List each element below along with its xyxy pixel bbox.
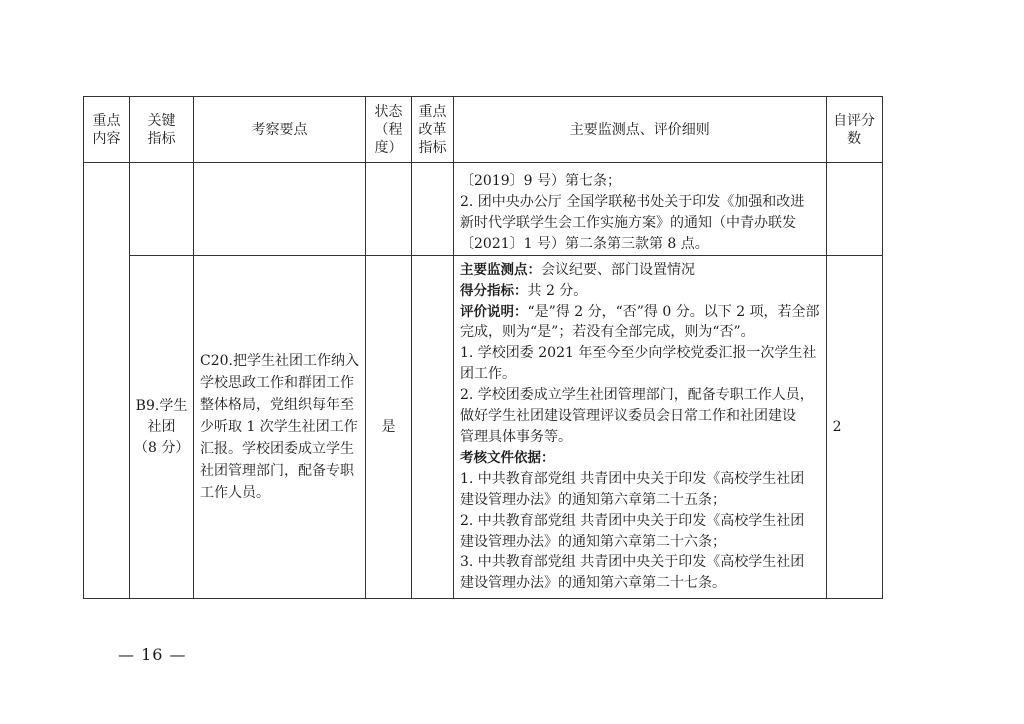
detail-line: 新时代学联学生会工作实施方案》的通知（中青办联发 [460,215,796,232]
cont-score-cell [826,163,882,256]
detail-text: 建设管理办法》的通知第六章第二十六条； [460,533,726,550]
detail-line: 〔2019〕9 号）第七条； [460,173,621,190]
detail-text: 3. 中共教育部党组 共青团中央关于印发《高校学生社团 [460,554,805,571]
detail-line [460,552,820,573]
b9-key-indicator-cell [130,256,194,599]
detail-line [460,427,820,448]
detail-text: 会议纪要、部门设置情况 [541,261,695,278]
detail-line: 2. 团中央办公厅 全国学联秘书处关于印发《加强和改进 [460,194,805,211]
detail-line [460,260,820,281]
detail-label: 得分指标： [460,282,528,299]
header-inspection-points-text: 考察要点 [251,121,308,138]
header-self-score-text: 自评分数 [833,112,876,147]
header-reform-indicator [412,97,454,163]
detail-line [460,385,820,406]
evaluation-table [83,96,883,599]
header-status-text: 状态 （程度） [374,103,403,156]
b9-row [84,256,883,599]
cont-status-cell [366,163,412,256]
detail-text: 2. 学校团委成立学生社团管理部门，配备专职工作人员， [460,387,814,404]
detail-text: 1. 中共教育部党组 共青团中央关于印发《高校学生社团 [460,470,805,487]
header-key-content-text: 重点 内容 [92,112,121,147]
b9-score-text: 2 [832,418,842,435]
header-self-score [826,97,882,163]
b9-key-indicator-text: B9.学生 社团 （8 分） [134,397,190,456]
header-monitoring-details [454,97,827,163]
detail-line [460,469,820,490]
header-status [366,97,412,163]
detail-text: 共 2 分。 [527,282,588,299]
detail-label: 主要监测点： [460,261,541,278]
b9-status-cell [366,256,412,599]
detail-line [460,322,820,343]
header-reform-indicator-text: 重点 改革 指标 [418,103,447,156]
header-key-indicator [130,97,194,163]
detail-line [460,302,820,323]
continuation-row [84,163,883,256]
detail-line [460,511,820,532]
detail-line [460,281,820,302]
detail-line: 〔2021〕1 号）第二条第三款第 8 点。 [460,236,709,253]
header-row [84,97,883,163]
detail-text: 团工作。 [460,366,516,383]
key-content-cell [84,163,130,599]
detail-line [460,573,820,594]
detail-text: 做好学生社团建设管理评议委员会日常工作和社团建设 [460,408,796,425]
cont-key-indicator-cell [130,163,194,256]
b9-inspection-cell [194,256,366,599]
header-key-content [84,97,130,163]
page-number: — 16 — [118,645,187,664]
header-inspection-points [194,97,366,163]
b9-details-cell [454,256,827,599]
detail-line [460,343,820,364]
detail-text: 完成，则为“是”；若没有全部完成，则为“否”。 [460,324,755,341]
detail-label: 评价说明： [460,303,528,320]
detail-text: “是”得 2 分，“否”得 0 分。以下 2 项，若全部 [527,303,820,320]
detail-line [460,448,820,469]
b9-details-list [460,260,820,595]
b9-status-text: 是 [381,418,396,435]
detail-text: 2. 中共教育部党组 共青团中央关于印发《高校学生社团 [460,512,805,529]
detail-text: 建设管理办法》的通知第六章第二十五条； [460,491,726,508]
detail-line [460,364,820,385]
cont-details-cell [454,163,827,256]
b9-inspection-text: C20.把学生社团工作纳入学校思政工作和群团工作整体格局，党组织每年至少听取 1 次学生社团工作汇报。学校团委成立学生社团管理部门，配备专职工作人员。 [200,353,359,501]
b9-reform-cell [412,256,454,599]
detail-line [460,406,820,427]
header-monitoring-details-text: 主要监测点、评价细则 [569,121,710,138]
detail-label: 考核文件依据： [460,449,555,466]
detail-line [460,490,820,511]
detail-text: 管理具体事务等。 [460,429,572,445]
detail-text: 1. 学校团委 2021 年至今至少向学校党委汇报一次学生社 [460,345,817,362]
detail-text: 建设管理办法》的通知第六章第二十七条。 [460,575,726,592]
b9-score-cell [826,256,882,599]
header-key-indicator-text: 关键 指标 [147,112,176,147]
cont-reform-cell [412,163,454,256]
cont-inspection-cell [194,163,366,256]
detail-line [460,532,820,553]
